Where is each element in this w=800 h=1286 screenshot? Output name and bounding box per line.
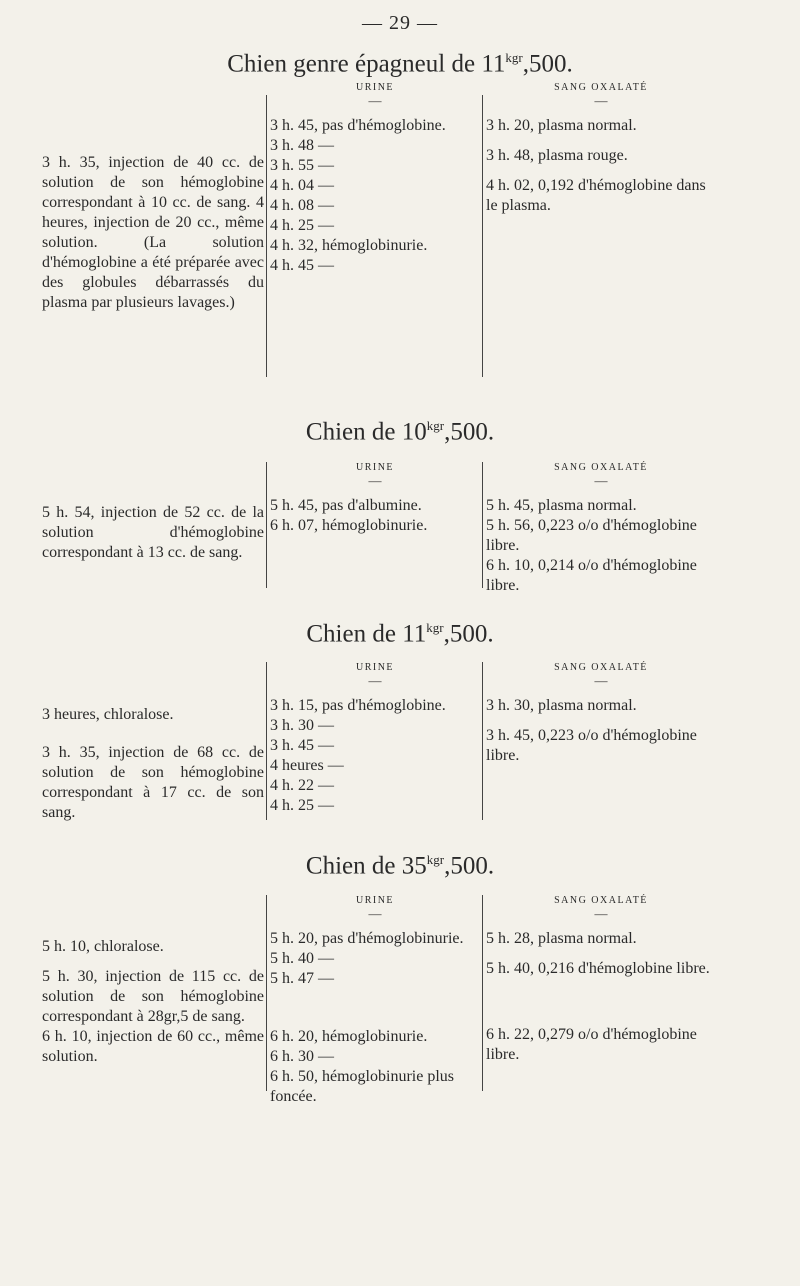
entry-line: 3 h. 48, plasma rouge.: [486, 147, 628, 164]
entry-line: 5 h. 40, 0,216 d'hémoglobine libre.: [486, 960, 710, 977]
protocol-step: 3 h. 35, injection de 68 cc. de solution de son hémoglobine correspondant à 17 cc. de son sang.: [42, 744, 264, 821]
entry-line: 4 h. 25 —: [270, 797, 334, 814]
protocol-step: 3 heures, chloralose.: [42, 706, 174, 723]
entry-line: 3 h. 45, pas d'hémoglobine.: [270, 117, 446, 134]
entry-line: 4 h. 25 —: [270, 217, 334, 234]
section-1-blood: SANG OXALATÉ — 3 h. 20, plasma normal. 3 h. 48, plasma rouge. 4 h. 02, 0,192 d'hémoglobine dans le plasma.: [486, 82, 716, 216]
entry-line: 6 h. 50, hémoglobinurie plus foncée.: [270, 1068, 454, 1105]
entry-line: 4 h. 22 —: [270, 777, 334, 794]
column-divider: [482, 95, 483, 377]
column-divider: [266, 462, 267, 588]
urine-list: [270, 696, 480, 816]
blood-list: [486, 496, 716, 596]
urine-list: [270, 929, 480, 989]
column-divider: [266, 662, 267, 820]
entry-line: 5 h. 47 —: [270, 970, 334, 987]
section-3-urine: URINE — 3 h. 15, pas d'hémoglobine. 3 h. 30 — 3 h. 45 — 4 heures — 4 h. 22 — 4 h. 25 —: [270, 662, 480, 816]
section-1-urine: URINE — 3 h. 45, pas d'hémoglobine. 3 h. 48 — 3 h. 55 — 4 h. 04 — 4 h. 08 — 4 h. 25 — 4 h. 32, hémoglobinurie. 4 h. 45 —: [270, 82, 480, 276]
section-4-urine: URINE — 5 h. 20, pas d'hémoglobinurie. 5 h. 40 — 5 h. 47 — 6 h. 20, hémoglobinurie. 6 h. 30 — 6 h. 50, hémoglobinurie plus foncée.: [270, 895, 480, 1107]
entry-line: 3 h. 15, pas d'hémoglobine.: [270, 697, 446, 714]
section-1-protocol: 3 h. 35, injection de 40 cc. de solution de son hémoglobine correspondant à 10 cc. de sang. 4 heures, injection de 20 cc., même solution. (La solution d'hémoglobine a été préparée avec des globules débarrassés du plasma par plusieurs lavages.): [42, 154, 264, 311]
entry-line: 4 h. 32, hémoglobinurie.: [270, 237, 428, 254]
entry-line: 5 h. 45, plasma normal.: [486, 497, 637, 514]
blood-header: SANG OXALATÉ: [554, 82, 648, 93]
entry-line: 5 h. 28, plasma normal.: [486, 930, 637, 947]
urine-header: URINE: [355, 462, 395, 473]
entry-line: 6 h. 20, hémoglobinurie.: [270, 1028, 428, 1045]
column-divider: [266, 95, 267, 377]
entry-line: 5 h. 45, pas d'albumine.: [270, 497, 422, 514]
blood-list: [486, 696, 716, 766]
entry-line: 6 h. 07, hémoglobinurie.: [270, 517, 428, 534]
section-2-protocol: 5 h. 54, injection de 52 cc. de la solution d'hémoglobine correspondant à 13 cc. de sang.: [42, 504, 264, 561]
blood-header: SANG OXALATÉ: [554, 462, 648, 473]
blood-header: SANG OXALATÉ: [554, 895, 648, 906]
blood-list: [486, 1025, 716, 1065]
entry-line: 5 h. 56, 0,223 o/o d'hémoglobine libre.: [486, 517, 697, 554]
section-3-blood: SANG OXALATÉ — 3 h. 30, plasma normal. 3 h. 45, 0,223 o/o d'hémoglobine libre.: [486, 662, 716, 766]
protocol-step: 5 h. 30, injection de 115 cc. de solution de son hémoglobine correspondant à 28gr,5 de sang.: [42, 968, 264, 1025]
entry-line: 3 h. 30, plasma normal.: [486, 697, 637, 714]
entry-line: 5 h. 40 —: [270, 950, 334, 967]
column-divider: [482, 895, 483, 1091]
entry-line: 3 h. 45 —: [270, 737, 334, 754]
entry-line: 3 h. 55 —: [270, 157, 334, 174]
entry-line: 3 h. 48 —: [270, 137, 334, 154]
protocol-step: 6 h. 10, injection de 60 cc., même solution.: [42, 1028, 264, 1065]
urine-header: URINE: [355, 662, 395, 673]
blood-list: [486, 116, 716, 216]
urine-list: [270, 496, 480, 536]
urine-list: [270, 1027, 480, 1107]
entry-line: 5 h. 20, pas d'hémoglobinurie.: [270, 930, 464, 947]
entry-line: 4 h. 08 —: [270, 197, 334, 214]
section-4-protocol: [42, 937, 264, 1067]
section-2-urine: URINE — 5 h. 45, pas d'albumine. 6 h. 07, hémoglobinurie.: [270, 462, 480, 536]
section-3-title: Chien de $11^{kgr},500$.: [306, 620, 494, 648]
entry-line: 3 h. 30 —: [270, 717, 334, 734]
column-divider: [266, 895, 267, 1091]
section-1-title: Chien genre épagneul de $11^{kgr},500$.: [227, 50, 573, 78]
page-number: — 29 —: [362, 12, 438, 34]
blood-header: SANG OXALATÉ: [554, 662, 648, 673]
urine-list: [270, 116, 480, 276]
entry-line: 6 h. 10, 0,214 o/o d'hémoglobine libre.: [486, 557, 697, 594]
urine-header: URINE: [355, 82, 395, 93]
section-2-title: Chien de $10^{kgr},500$.: [305, 418, 495, 446]
section-4-blood: SANG OXALATÉ — 5 h. 28, plasma normal. 5 h. 40, 0,216 d'hémoglobine libre. 6 h. 22, 0,279 o/o d'hémoglobine libre.: [486, 895, 716, 1065]
protocol-step: 5 h. 10, chloralose.: [42, 938, 164, 955]
entry-line: 4 heures —: [270, 757, 344, 774]
entry-line: 3 h. 45, 0,223 o/o d'hémoglobine libre.: [486, 727, 697, 764]
entry-line: 4 h. 04 —: [270, 177, 334, 194]
blood-list: [486, 929, 716, 979]
urine-header: URINE: [355, 895, 395, 906]
entry-line: 4 h. 45 —: [270, 257, 334, 274]
entry-line: 4 h. 02, 0,192 d'hémoglobine dans le plasma.: [486, 177, 706, 214]
entry-line: 3 h. 20, plasma normal.: [486, 117, 637, 134]
section-4-title: Chien de $35^{kgr},500$.: [305, 852, 495, 880]
column-divider: [482, 662, 483, 820]
column-divider: [482, 462, 483, 588]
section-2-blood: SANG OXALATÉ — 5 h. 45, plasma normal. 5 h. 56, 0,223 o/o d'hémoglobine libre. 6 h. 10, 0,214 o/o d'hémoglobine libre.: [486, 462, 716, 596]
entry-line: 6 h. 22, 0,279 o/o d'hémoglobine libre.: [486, 1026, 697, 1063]
section-3-protocol: [42, 705, 264, 823]
entry-line: 6 h. 30 —: [270, 1048, 334, 1065]
